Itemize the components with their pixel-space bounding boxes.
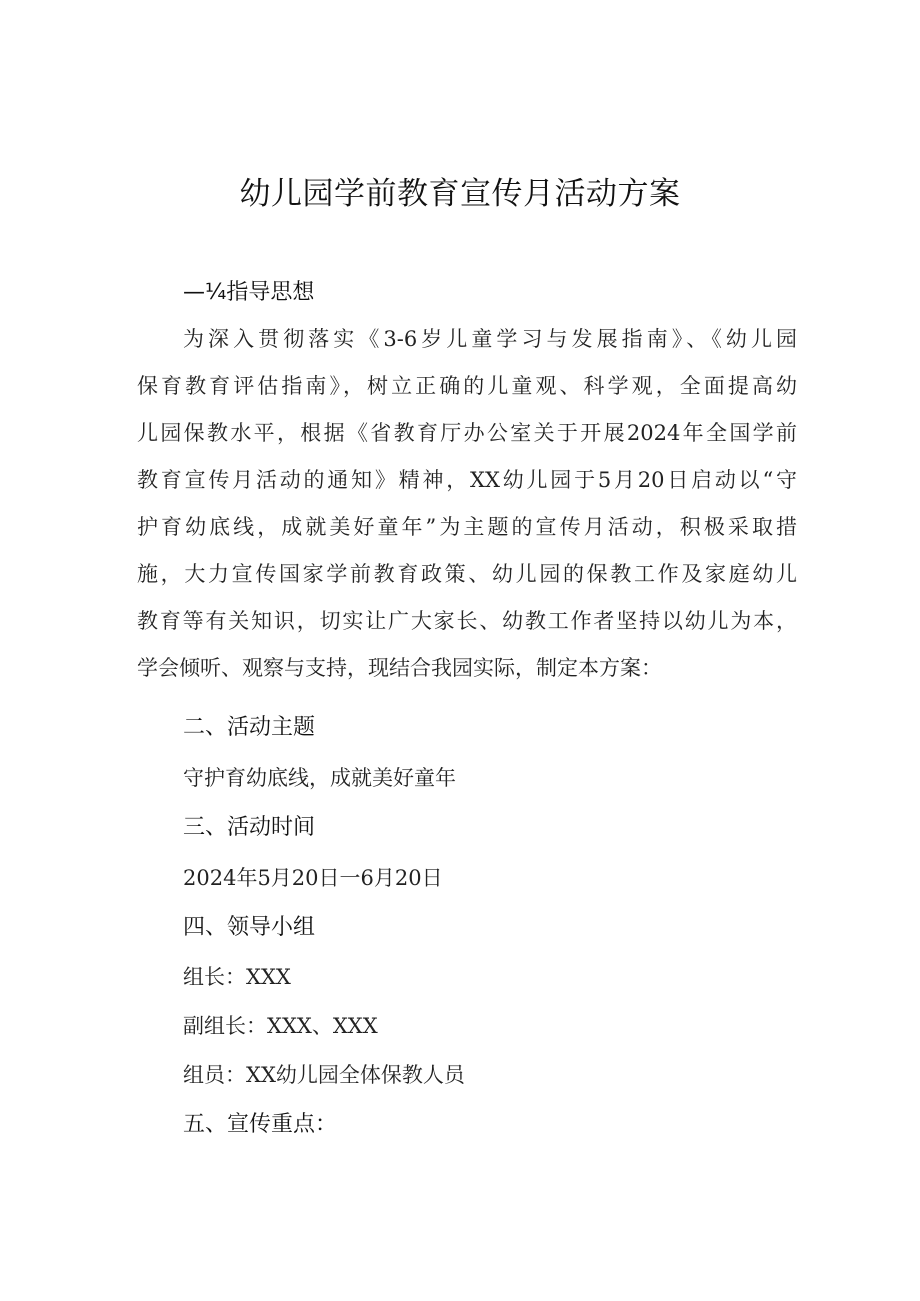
section-heading-leadership-group: 四、领导小组 — [183, 915, 316, 940]
paragraph-line: 施，大力宣传国家学前教育政策、幼儿园的保教工作及家庭幼儿 — [137, 562, 797, 586]
paragraph-line: 护育幼底线，成就美好童年”为主题的宣传月活动，积极采取措 — [137, 515, 797, 539]
paragraph-line: 为深入贯彻落实《3-6岁儿童学习与发展指南》、《幼儿园 — [183, 327, 797, 351]
paragraph-line: 保育教育评估指南》，树立正确的儿童观、科学观，全面提高幼 — [137, 374, 797, 398]
group-leader-text: 组长：XXX — [183, 965, 291, 989]
paragraph-line: 儿园保教水平，根据《省教育厅办公室关于开展2024年全国学前 — [137, 421, 797, 445]
theme-text: 守护育幼底线，成就美好童年 — [183, 766, 456, 790]
deputy-leader-text: 副组长：XXX、XXX — [183, 1014, 378, 1038]
section-heading-publicity-focus: 五、宣传重点： — [183, 1112, 338, 1137]
paragraph-line: 教育宣传月活动的通知》精神，XX幼儿园于5月20日启动以“守 — [137, 468, 797, 492]
time-text: 2024年5月20日一6月20日 — [183, 866, 443, 890]
section-heading-guiding-ideology: —¼指导思想 — [183, 280, 315, 305]
section-heading-theme: 二、活动主题 — [183, 715, 316, 740]
section-heading-time: 三、活动时间 — [183, 815, 316, 840]
paragraph-line: 学会倾听、观察与支持，现结合我园实际，制定本方案： — [137, 656, 662, 680]
guiding-ideology-paragraph — [137, 322, 797, 698]
document-title: 幼儿园学前教育宣传月活动方案 — [239, 176, 681, 212]
paragraph-line: 教育等有关知识，切实让广大家长、幼教工作者坚持以幼儿为本， — [137, 609, 797, 633]
group-members-text: 组员：XX幼儿园全体保教人员 — [183, 1063, 465, 1087]
